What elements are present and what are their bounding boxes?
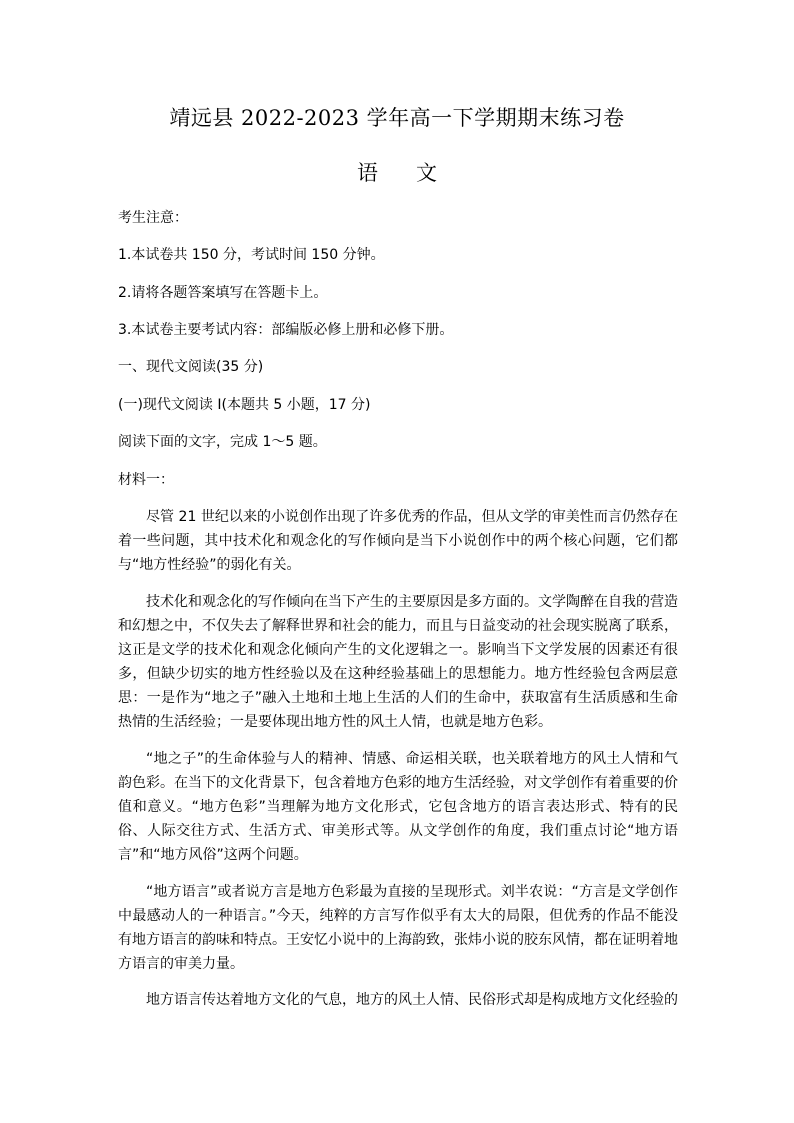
notice-item: 2.请将各题答案填写在答题卡上。 bbox=[118, 285, 328, 301]
paragraph: 地方语言传达着地方文化的气息，地方的风土人情、民俗形式却是构成地方文化经验的 bbox=[146, 992, 678, 1008]
paragraph: “地方语言”或者说方言是地方色彩最为直接的呈现形式。刘半农说：“方言是文学创作中最感动人的一种语言。”今天，纯粹的方言写作似乎有太大的局限，但优秀的作品不能没有地方语言的韵味和特点。王安忆小说中的上海韵致，张炜小说的胶东风情，都在证明着地方语言的审美力量。 bbox=[118, 884, 678, 972]
paragraph: 尽管 21 世纪以来的小说创作出现了许多优秀的作品，但从文学的审美性而言仍然存在着一些问题，其中技术化和观念化的写作倾向是当下小说创作中的两个核心问题，它们都与“地方性经验”的弱化有关。 bbox=[118, 509, 678, 573]
notice-item: 1.本试卷共 150 分，考试时间 150 分钟。 bbox=[118, 247, 385, 263]
notice-heading: 考生注意： bbox=[118, 210, 188, 226]
instruction-text: 阅读下面的文字，完成 1～5 题。 bbox=[118, 434, 327, 450]
material-label: 材料一： bbox=[118, 472, 174, 488]
section-heading: 一、现代文阅读(35 分) bbox=[118, 359, 264, 375]
subsection-heading: (一)现代文阅读 I(本题共 5 小题，17 分) bbox=[118, 397, 371, 413]
paragraph: 技术化和观念化的写作倾向在当下产生的主要原因是多方面的。文学陶醉在自我的营造和幻想之中，不仅失去了解释世界和社会的能力，而且与日益变动的社会现实脱离了联系，这正是文学的技术化和观念化倾向产生的文化逻辑之一。影响当下文学发展的因素还有很多，但缺少切实的地方性经验以及在这种经验基础上的思想能力。地方性经验包含两层意思：一是作为“地之子”融入土地和土地上生活的人们的生命中，获取富有生活质感和生命热情的生活经验；一是要体现出地方性的风土人情，也就是地方色彩。 bbox=[118, 594, 678, 730]
subject-title: 语文 bbox=[357, 161, 475, 185]
exam-title: 靖远县 2022-2023 学年高一下学期期末练习卷 bbox=[169, 106, 625, 130]
notice-item: 3.本试卷主要考试内容：部编版必修上册和必修下册。 bbox=[118, 322, 454, 338]
paragraph: “地之子”的生命体验与人的精神、情感、命运相关联，也关联着地方的风土人情和气韵色彩。在当下的文化背景下，包含着地方色彩的地方生活经验，对文学创作有着重要的价值和意义。“地方色彩”当理解为地方文化形式，它包含地方的语言表达形式、特有的民俗、人际交往方式、生活方式、审美形式等。从文学创作的角度，我们重点讨论“地方语言”和“地方风俗”这两个问题。 bbox=[118, 751, 678, 863]
